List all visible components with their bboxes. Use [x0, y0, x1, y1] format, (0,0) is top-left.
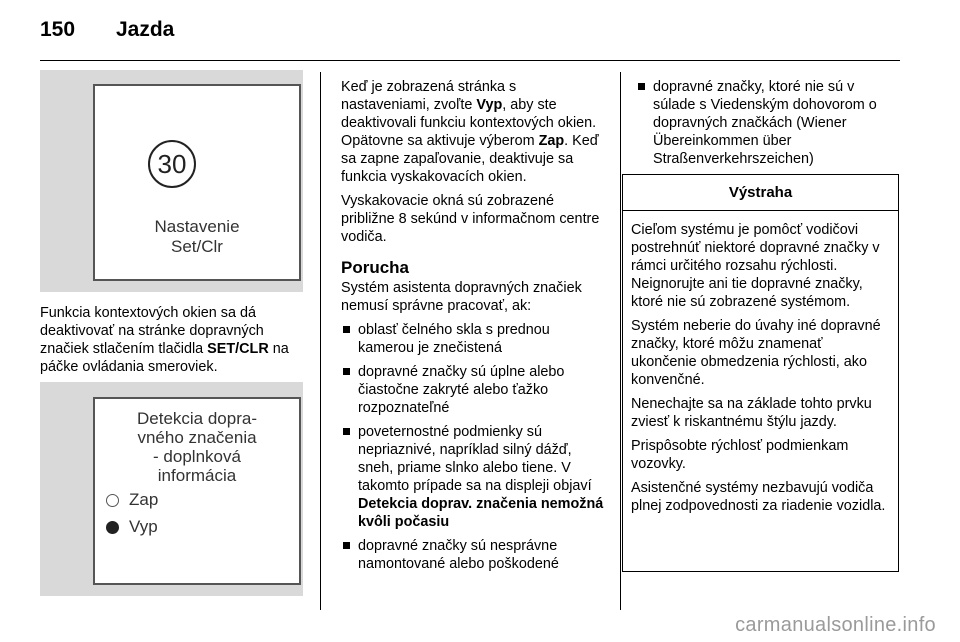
paragraph-popup-duration: Vyskakovacie okná sú zobrazené približne 8 sekúnd v informačnom centre vodiča. — [341, 193, 600, 245]
warning-paragraph: Nenechajte sa na základe tohto prvku zviesť k riskantnému štýlu jazdy. — [631, 396, 872, 430]
page-number: 150 — [40, 18, 76, 41]
paragraph-deactivate: Funkcia kontextových okien sa dá deaktivovať na stránke dopravných značiek stlačením tlačidla SET/CLR na páčke ovládania smeroviek. — [40, 305, 289, 375]
paragraph-malfunction: Systém asistenta dopravných značiek nemusí správne pracovať, ak: — [341, 280, 582, 314]
warning-box — [622, 174, 899, 572]
radio-selected-icon[interactable] — [106, 521, 119, 534]
warning-title: Výstraha — [623, 175, 898, 211]
display-caption — [95, 217, 299, 257]
settings-title: Detekcia dopra- vného značenia - doplnková informácia — [136, 409, 257, 485]
warning-paragraph: Prispôsobte rýchlosť podmienkam vozovky. — [631, 438, 849, 472]
warning-body — [623, 211, 898, 515]
section-title: Jazda — [116, 18, 175, 41]
option-label: Vyp — [129, 517, 158, 536]
warning-paragraph: Cieľom systému je pomôcť vodičovi postrehnúť niektoré dopravné značky v rámci určitého rozsahu rýchlosti. Neignorujte ani tie dopravné značky, ktoré nie sú zobrazené systémom. — [631, 222, 880, 310]
caption-line-1: Nastavenie — [154, 217, 240, 236]
list-item: oblasť čelného skla s prednou kamerou je znečistená — [341, 321, 606, 357]
list-item: dopravné značky sú úplne alebo čiastočne zakryté alebo ťažko rozpoznateľné — [341, 363, 606, 417]
option-label: Zap — [129, 490, 159, 509]
column-1-text — [40, 304, 305, 382]
list-item: dopravné značky sú nesprávne namontované alebo poškodené — [341, 537, 606, 573]
header-rule — [40, 60, 900, 61]
warning-paragraph: Systém neberie do úvahy iné dopravné značky, ktoré môžu znamenať ukončenie obmedzenia rýchlosti, ako konvenčné. — [631, 318, 881, 388]
list-item: poveternostné podmienky sú nepriaznivé, napríklad silný dážď, sneh, priame slnko alebo tiene. V takomto prípade sa na displeji objaví Detekcia doprav. značenia nemožná kvôli počasiu — [341, 423, 606, 531]
column-divider-1 — [320, 72, 321, 610]
column-divider-2 — [620, 72, 621, 610]
column-3-text — [636, 78, 900, 174]
caption-line-2: Set/Clr — [171, 237, 223, 256]
watermark: carmanualsonline.info — [735, 614, 936, 636]
option-vyp[interactable] — [106, 517, 158, 537]
paragraph-settings: Keď je zobrazená stránka s nastaveniami, zvoľte Vyp, aby ste deaktivovali funkciu kontextových okien. Opätovne sa aktivuje výberom Zap. Keď sa zapne zapaľovanie, deaktivuje sa funkcia vyskakovacích okien. — [341, 79, 599, 185]
radio-unselected-icon[interactable] — [106, 494, 119, 507]
option-zap[interactable] — [106, 490, 158, 510]
column-2-text — [341, 78, 606, 579]
section-heading: Porucha — [341, 258, 410, 277]
speed-limit-sign-icon — [148, 140, 196, 188]
set-clr-label: SET/CLR — [207, 341, 269, 357]
list-item: dopravné značky, ktoré nie sú v súlade s Viedenským dohovorom o dopravných značkách (Wiener Übereinkommen über Straßenverkehrszeichen) — [636, 78, 900, 168]
warning-paragraph: Asistenčné systémy nezbavujú vodiča plnej zodpovednosti za riadenie vozidla. — [631, 480, 886, 514]
speed-limit-value: 30 — [157, 148, 187, 179]
